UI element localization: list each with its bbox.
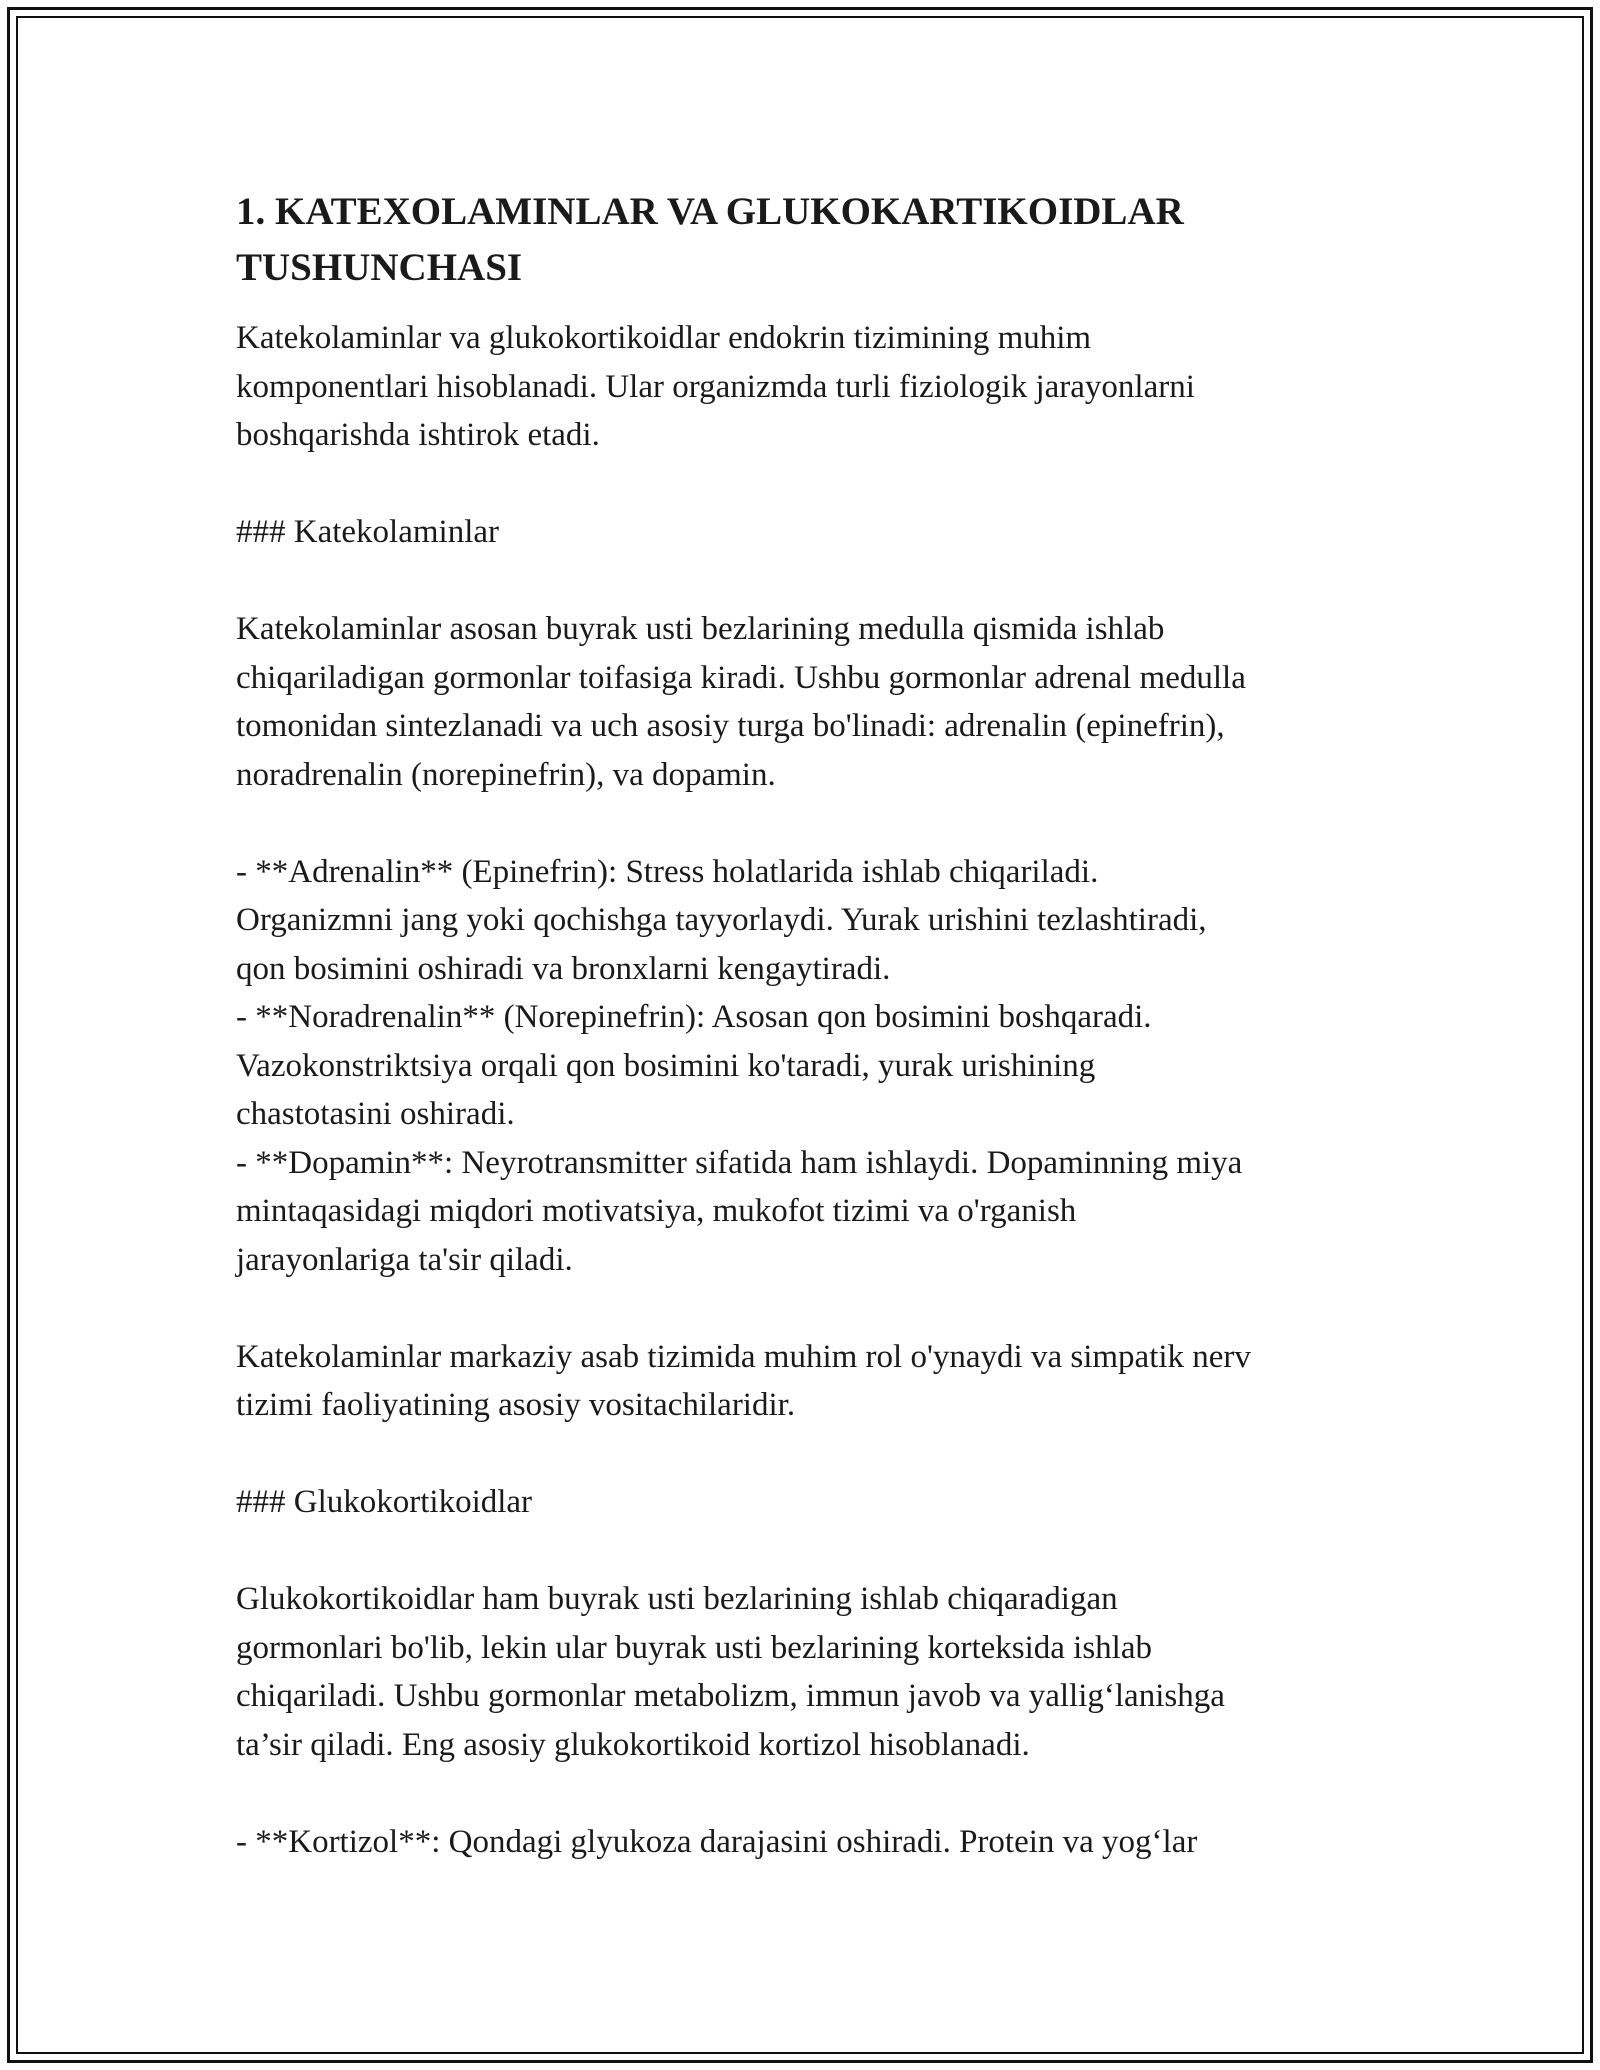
section-heading: 1. KATEXOLAMINLAR VA GLUKOKARTIKOIDLAR TUSHUNCHASI (236, 190, 1184, 289)
document-content (236, 184, 1376, 1866)
section-body-text: Katekolaminlar va glukokortikoidlar endokrin tizimining muhim komponentlari hisoblanadi. Ular organizmda turli fiziologik jarayonlarni boshqarishda ishtirok etadi. ### Katekolaminlar Katekolaminlar asosan buyrak usti bezlarining medulla qismida ishlab chiqariladigan gormonlar toifasiga kiradi. Ushbu gormonlar adrenal medulla tomonidan sintezlanadi va uch asosiy turga bo'linadi: adrenalin (epinefrin), noradrenalin (norepinefrin), va dopamin. - **Adrenalin** (Epinefrin): Stress holatlarida ishlab chiqariladi. Organizmni jang yoki qochishga tayyorlaydi. Yurak urishini tezlashtiradi, qon bosimini oshiradi va bronxlarni kengaytiradi. - **Noradrenalin** (Norepinefrin): Asosan qon bosimini boshqaradi. Vazokonstriktsiya orqali qon bosimini ko'taradi, yurak urishining chastotasini oshiradi. - **Dopamin**: Neyrotransmitter sifatida ham ishlaydi. Dopaminning miya mintaqasidagi miqdori motivatsiya, mukofot tizimi va o'rganish jarayonlariga ta'sir qiladi. Katekolaminlar markaziy asab tizimida muhim rol o'ynaydi va simpatik nerv tizimi faoliyatining asosiy vositachilaridir. ### Glukokortikoidlar Glukokortikoidlar ham buyrak usti bezlarining ishlab chiqaradigan gormonlari bo'lib, lekin ular buyrak usti bezlarining korteksida ishlab chiqariladi. Ushbu gormonlar metabolizm, immun javob va yallig‘lanishga ta’sir qiladi. Eng asosiy glukokortikoid kortizol hisoblanadi. - **Kortizol**: Qondagi glyukoza darajasini oshiradi. Protein va yog‘lar (236, 320, 1251, 1860)
